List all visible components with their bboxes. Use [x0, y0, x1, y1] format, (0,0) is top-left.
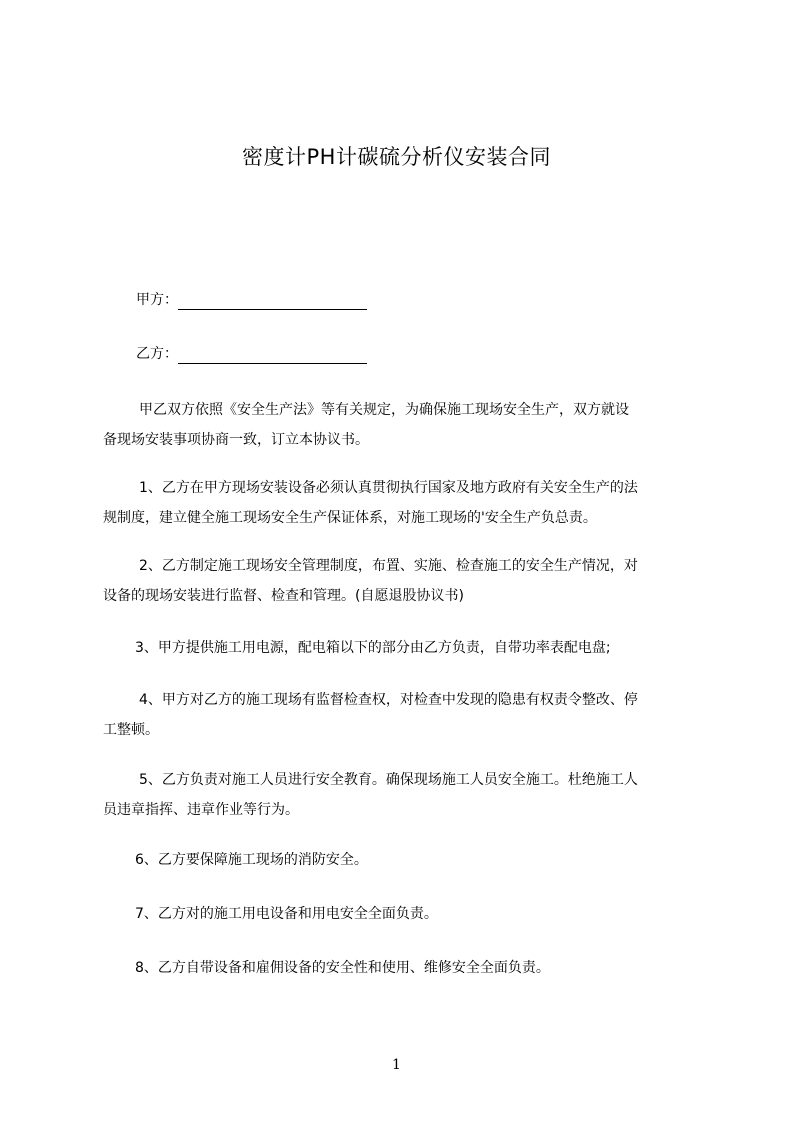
- clause-7-line-1: 7、乙方对的施工用电设备和用电安全全面负责。: [135, 906, 438, 922]
- clause-7: [103, 899, 715, 929]
- clause-8: [103, 953, 715, 983]
- intro-line-2: 备现场安装事项协商一致，订立本协议书。: [103, 432, 369, 448]
- intro-line-1: 甲乙双方依照《安全生产法》等有关规定，为确保施工现场安全生产，双方就设: [139, 402, 629, 418]
- clause-5-line-1: 5、乙方负责对施工人员进行安全教育。确保现场施工人员安全施工。杜绝施工人: [139, 772, 638, 788]
- clause-1: [103, 473, 715, 533]
- clause-8-line-1: 8、乙方自带设备和雇佣设备的安全性和使用、维修安全全面负责。: [135, 960, 550, 976]
- clause-5-line-2: 员违章指挥、违章作业等行为。: [103, 802, 299, 818]
- clause-3-line-1: 3、甲方提供施工用电源，配电箱以下的部分由乙方负责，自带功率表配电盘;: [135, 640, 611, 656]
- clause-1-line-2: 规制度，建立健全施工现场安全生产保证体系，对施工现场的'安全生产负总责。: [103, 510, 597, 526]
- clause-2-line-1: 2、乙方制定施工现场安全管理制度，布置、实施、检查施工的安全生产情况，对: [139, 558, 638, 574]
- clause-4: [103, 685, 715, 745]
- party-a-line: [136, 290, 367, 310]
- clause-3: [103, 633, 715, 663]
- party-b-label: 乙方：: [136, 346, 178, 362]
- party-a-label: 甲方：: [136, 292, 178, 308]
- page-number: 1: [392, 1057, 401, 1073]
- clause-4-line-2: 工整顿。: [103, 722, 159, 738]
- document-title: 密度计PH计碳硫分析仪安装合同: [242, 145, 551, 169]
- clause-6: [103, 845, 715, 875]
- clause-4-line-1: 4、甲方对乙方的施工现场有监督检查权，对检查中发现的隐患有权责令整改、停: [139, 692, 638, 708]
- intro-paragraph: [103, 395, 715, 455]
- clause-1-line-1: 1、乙方在甲方现场安装设备必须认真贯彻执行国家及地方政府有关安全生产的法: [139, 480, 638, 496]
- clause-2-line-2: 设备的现场安装进行监督、检查和管理。(自愿退股协议书): [103, 588, 464, 604]
- clause-5: [103, 765, 715, 825]
- clause-6-line-1: 6、乙方要保障施工现场的消防安全。: [135, 852, 368, 868]
- party-a-blank: [178, 295, 367, 310]
- party-b-line: [136, 344, 367, 364]
- party-b-blank: [178, 349, 367, 364]
- clause-2: [103, 551, 715, 611]
